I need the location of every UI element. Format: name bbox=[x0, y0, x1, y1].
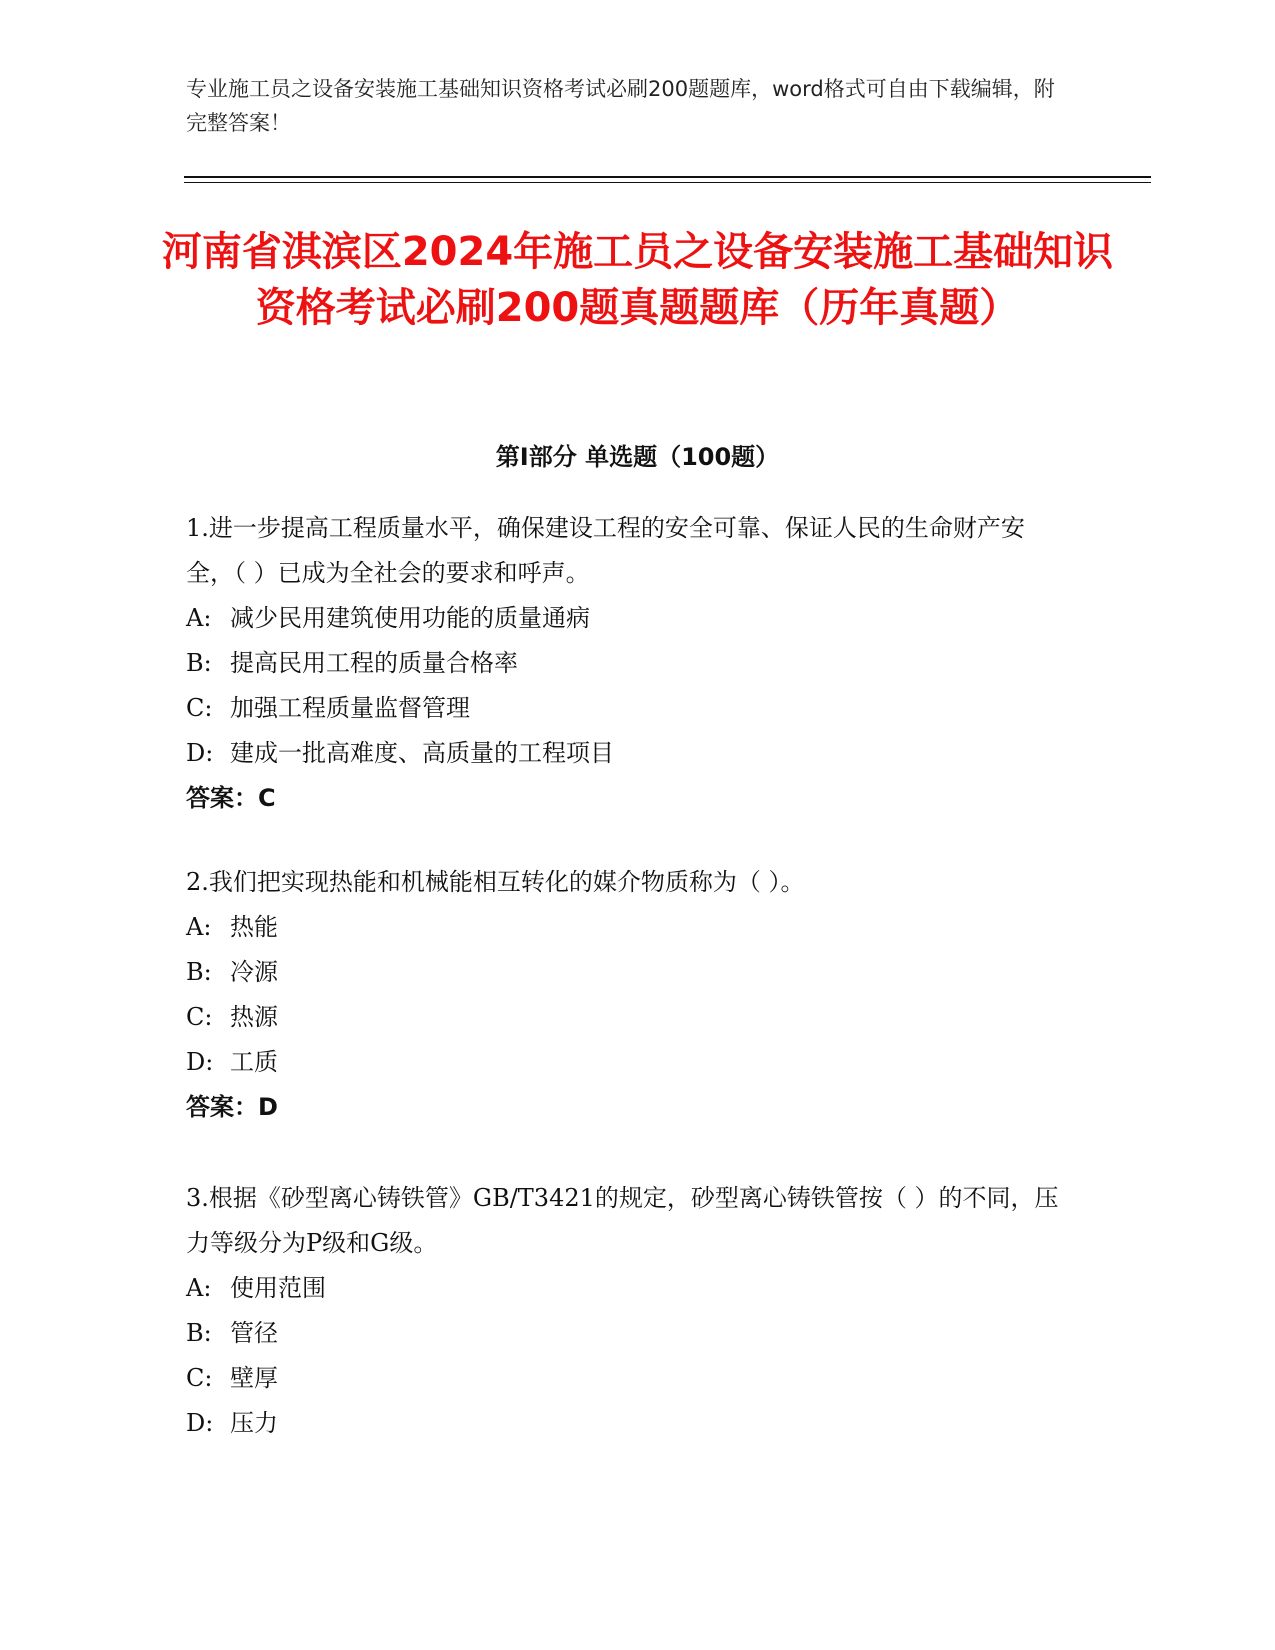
question-1 bbox=[186, 506, 1066, 821]
question-2 bbox=[186, 860, 1066, 1130]
option-text: 管径 bbox=[230, 1319, 278, 1347]
question-option-a bbox=[186, 905, 1066, 950]
question-answer: 答案：C bbox=[186, 784, 276, 812]
option-key: B: bbox=[186, 649, 212, 677]
option-key: A: bbox=[186, 1274, 212, 1302]
question-option-c bbox=[186, 686, 1066, 731]
option-key: A: bbox=[186, 913, 212, 941]
option-text: 加强工程质量监督管理 bbox=[230, 694, 470, 722]
option-text: 工质 bbox=[230, 1048, 278, 1076]
question-option-b bbox=[186, 950, 1066, 995]
question-option-b bbox=[186, 1311, 1066, 1356]
option-key: B: bbox=[186, 958, 212, 986]
question-option-a bbox=[186, 1266, 1066, 1311]
question-option-b bbox=[186, 641, 1066, 686]
question-stem: 2.我们把实现热能和机械能相互转化的媒介物质称为（ ）。 bbox=[186, 868, 805, 896]
header-note: 专业施工员之设备安装施工基础知识资格考试必刷200题题库，word格式可自由下载编辑，附完整答案！ bbox=[186, 77, 1055, 135]
option-key: A: bbox=[186, 604, 212, 632]
question-option-d bbox=[186, 1401, 1066, 1446]
header-divider-thick bbox=[184, 176, 1151, 178]
header-divider-thin bbox=[184, 182, 1151, 183]
option-text: 冷源 bbox=[230, 958, 278, 986]
option-key: D: bbox=[186, 739, 214, 767]
question-stem: 3.根据《砂型离心铸铁管》GB/T3421的规定，砂型离心铸铁管按（ ）的不同，压力等级分为P级和G级。 bbox=[186, 1184, 1059, 1257]
option-key: D: bbox=[186, 1048, 214, 1076]
option-key: B: bbox=[186, 1319, 212, 1347]
question-answer: 答案：D bbox=[186, 1093, 278, 1121]
option-text: 使用范围 bbox=[230, 1274, 326, 1302]
question-option-a bbox=[186, 596, 1066, 641]
option-key: C: bbox=[186, 694, 213, 722]
option-text: 热源 bbox=[230, 1003, 278, 1031]
option-text: 提高民用工程的质量合格率 bbox=[230, 649, 518, 677]
option-text: 热能 bbox=[230, 913, 278, 941]
document-title: 河南省淇滨区2024年施工员之设备安装施工基础知识资格考试必刷200题真题题库（历年真题） bbox=[161, 229, 1114, 331]
question-option-d bbox=[186, 731, 1066, 776]
option-text: 压力 bbox=[230, 1409, 278, 1437]
question-option-c bbox=[186, 1356, 1066, 1401]
option-text: 建成一批高难度、高质量的工程项目 bbox=[230, 739, 614, 767]
question-3 bbox=[186, 1176, 1066, 1446]
option-key: C: bbox=[186, 1364, 213, 1392]
option-key: D: bbox=[186, 1409, 214, 1437]
question-stem: 1.进一步提高工程质量水平，确保建设工程的安全可靠、保证人民的生命财产安全，（ ）已成为全社会的要求和呼声。 bbox=[186, 514, 1025, 587]
question-option-d bbox=[186, 1040, 1066, 1085]
section-heading: 第Ⅰ部分 单选题（100题） bbox=[495, 443, 780, 471]
option-key: C: bbox=[186, 1003, 213, 1031]
option-text: 减少民用建筑使用功能的质量通病 bbox=[230, 604, 590, 632]
question-option-c bbox=[186, 995, 1066, 1040]
option-text: 壁厚 bbox=[230, 1364, 278, 1392]
